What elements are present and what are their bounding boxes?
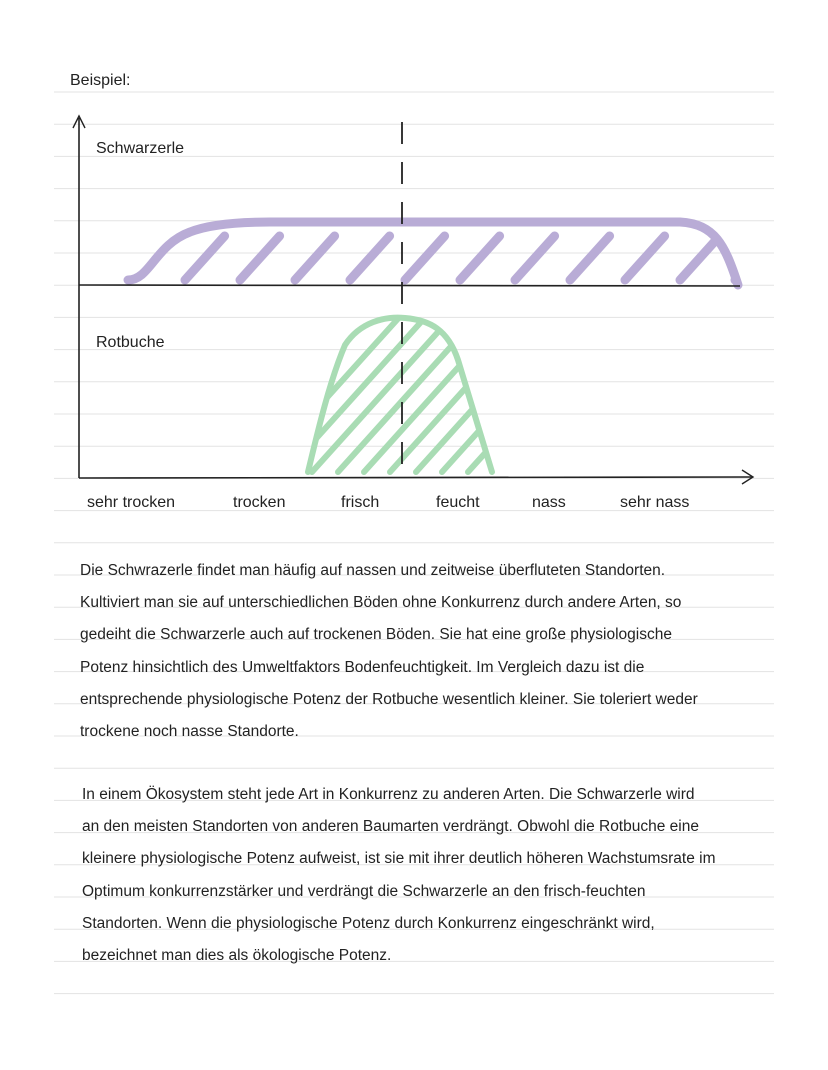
schwarzerle-hatching [130, 236, 775, 280]
hatch-stroke [295, 236, 335, 280]
hatch-stroke [680, 236, 720, 280]
x-label-sehr-trocken: sehr trocken [87, 494, 176, 511]
x-label-frisch: frisch [341, 494, 380, 511]
hatch-stroke [570, 236, 610, 280]
x-label-nass: nass [532, 494, 566, 511]
text-line: Die Schwrazerle findet man häufig auf nassen und zeitweise überfluteten Standorten. [80, 562, 666, 579]
hatch-stroke [515, 236, 555, 280]
x-label-sehr-nass: sehr nass [620, 494, 690, 511]
hatch-stroke [405, 236, 445, 280]
text-line: bezeichnet man dies als ökologische Potenz. [82, 947, 392, 965]
hatch-stroke [240, 236, 280, 280]
label-schwarzerle: Schwarzerle [96, 140, 185, 157]
text-line: gedeiht die Schwarzerle auch auf trockenen Böden. Sie hat eine große physiologische [80, 626, 672, 644]
text-line: Optimum konkurrenzstärker und verdrängt die Schwarzerle an den frisch-feuchten [82, 882, 646, 900]
x-label-trocken: trocken [233, 494, 286, 511]
text-line: trockene noch nasse Standorte. [80, 723, 299, 741]
hatch-stroke [494, 318, 633, 472]
series-schwarzerle [128, 222, 775, 285]
hatch-stroke [460, 236, 500, 280]
hatch-stroke [468, 318, 607, 472]
x-label-feucht: feucht [436, 494, 480, 511]
hatch-stroke [350, 236, 390, 280]
x-axis [79, 477, 752, 478]
hatch-stroke [625, 236, 665, 280]
text-line: Standorten. Wenn die physiologische Potenz durch Konkurrenz eingeschränkt wird, [82, 914, 655, 932]
label-rotbuche: Rotbuche [96, 334, 165, 351]
text-line: kleinere physiologische Potenz aufweist, ist sie mit ihrer deutlich höheren Wachstumsrate im [82, 850, 716, 868]
paragraph-physiological-potency [80, 555, 698, 748]
paragraph-ecological-potency [82, 779, 716, 972]
hatch-stroke [735, 236, 775, 280]
text-line: Potenz hinsichtlich des Umweltfaktors Bodenfeuchtigkeit. Im Vergleich dazu ist die [80, 658, 645, 676]
text-line: entsprechende physiologische Potenz der Rotbuche wesentlich kleiner. Sie toleriert weder [80, 690, 698, 708]
example-heading: Beispiel: [70, 72, 131, 89]
text-line: an den meisten Standorten von anderen Baumarten verdrängt. Obwohl die Rotbuche eine [82, 818, 699, 836]
series-rotbuche [260, 318, 633, 472]
panel-baseline [79, 285, 740, 286]
hatch-stroke [185, 236, 225, 280]
text-line: In einem Ökosystem steht jede Art in Konkurrenz zu anderen Arten. Die Schwarzerle wird [82, 786, 695, 803]
text-line: Kultiviert man sie auf unterschiedlichen Böden ohne Konkurrenz durch andere Arten, so [80, 594, 682, 612]
